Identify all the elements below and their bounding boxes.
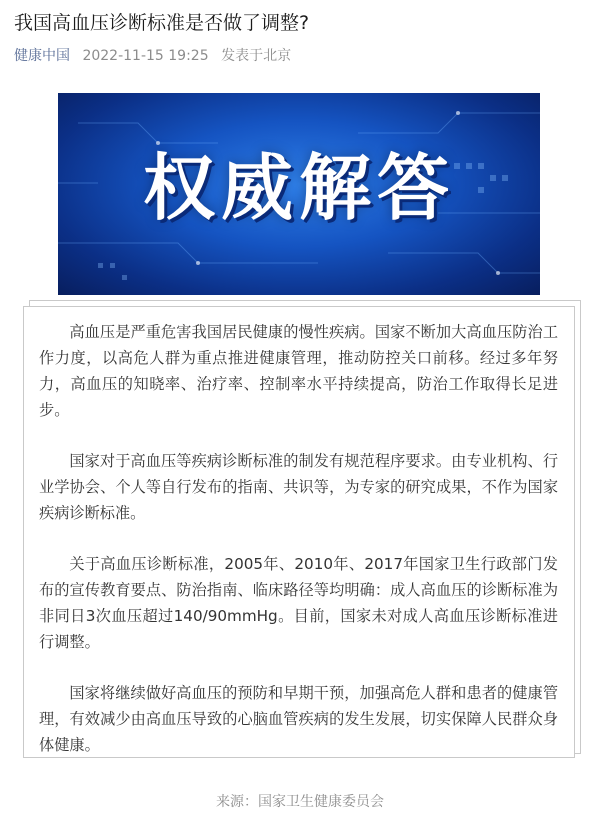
banner-heading: 权威解答 [142, 146, 455, 230]
paragraph-3: 关于高血压诊断标准，2005年、2010年、2017年国家卫生行政部门发布的宣传教育要点、防治指南、临床路径等均明确：成人高血压的诊断标准为非同日3次血压超过140/90mmHg。目前，国家未对成人高血压诊断标准进行调整。 [39, 555, 558, 651]
paragraph-1: 高血压是严重危害我国居民健康的慢性疾病。国家不断加大高血压防治工作力度，以高危人群为重点推进健康管理，推动防控关口前移。经过多年努力，高血压的知晓率、治疗率、控制率水平持续提高，防治工作取得长足进步。 [39, 323, 558, 419]
author-link[interactable]: 健康中国 [14, 48, 70, 64]
article-title: 我国高血压诊断标准是否做了调整? [14, 12, 310, 34]
content-card [23, 306, 575, 758]
banner-image [58, 93, 540, 295]
paragraph-4: 国家将继续做好高血压的预防和早期干预，加强高危人群和患者的健康管理，有效减少由高血压导致的心脑血管疾病的发生发展，切实保障人民群众身体健康。 [39, 684, 558, 754]
publish-time: 2022-11-15 19:25 [82, 48, 209, 64]
source-note: 来源：国家卫生健康委员会 [216, 794, 384, 810]
article-meta [14, 46, 291, 66]
publish-location: 发表于北京 [221, 48, 292, 64]
paragraph-2: 国家对于高血压等疾病诊断标准的制发有规范程序要求。由专业机构、行业学协会、个人等自行发布的指南、共识等，为专家的研究成果，不作为国家疾病诊断标准。 [39, 452, 558, 522]
